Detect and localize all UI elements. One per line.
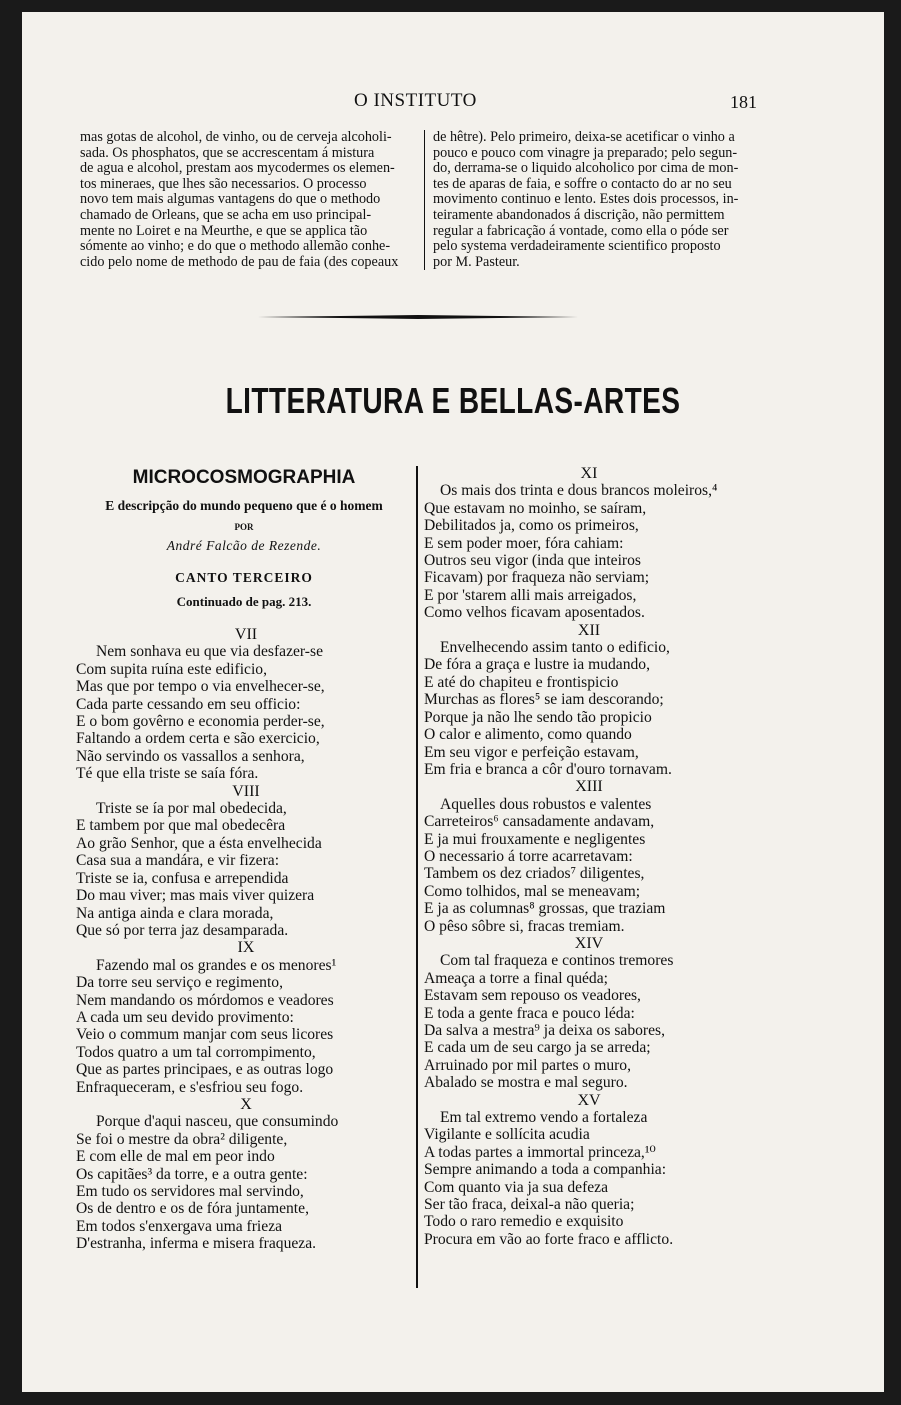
verse-line: Ser tão fraca, deixal-a não queria; xyxy=(424,1196,635,1214)
verse-line: Em tal extremo vendo a fortaleza xyxy=(440,1109,648,1127)
prose-column-left xyxy=(80,130,424,270)
verse-line: Arruinado por mil partes o muro, xyxy=(424,1056,632,1074)
verse-line: E por 'starem alli mais arreigados, xyxy=(424,586,637,604)
stanza-number: XIV xyxy=(574,934,604,952)
stanza-number: X xyxy=(240,1095,252,1113)
text-line: chamado de Orleans, que se acha em uso principal- xyxy=(80,207,372,223)
text-line: mente no Loiret e na Meurthe, e que se applica tão xyxy=(80,223,368,239)
verse-line: Na antiga ainda e clara morada, xyxy=(76,904,274,922)
text-line: por M. Pasteur. xyxy=(433,254,520,270)
stanza-number: XI xyxy=(580,465,598,482)
column-divider xyxy=(416,466,418,1288)
verse-line: Todo o raro remedio e exquisito xyxy=(424,1213,624,1231)
verse-line: Mas que por tempo o via envelhecer-se, xyxy=(76,678,325,696)
verse-line: Casa sua a mandára, e vir fizera: xyxy=(76,852,280,870)
stanza-number: IX xyxy=(237,939,255,957)
verse-line: Os mais dos trinta e dous brancos moleiros,⁴ xyxy=(440,482,718,500)
verse-line: Com tal fraqueza e continos tremores xyxy=(440,952,674,970)
verse-line: Que só por terra jaz desamparada. xyxy=(76,921,289,939)
verse-line: De fóra a graça e lustre ia mudando, xyxy=(424,656,651,674)
verse-line: E toda a gente fraca e pouco léda: xyxy=(424,1004,635,1022)
verse-line: Té que ella triste se saía fóra. xyxy=(76,765,259,783)
verse-line: Debilitados ja, como os primeiros, xyxy=(424,517,639,535)
author-name: André Falcão de Rezende. xyxy=(166,538,322,553)
text-line: regular a fabricação á vontade, como ella o póde ser xyxy=(433,223,729,239)
verse-line: Com supita ruína este edificio, xyxy=(76,660,267,678)
verse-line: E ja mui frouxamente e negligentes xyxy=(424,830,646,848)
verse-line: Porque d'aqui nasceu, que consumindo xyxy=(96,1113,339,1131)
stanza-number: VIII xyxy=(232,782,260,800)
verse-line: Os capitães³ da torre, e a outra gente: xyxy=(76,1165,308,1183)
verse-line: Não servindo os vassallos a senhora, xyxy=(76,747,305,765)
verse-line: Todos quatro a um tal corrompimento, xyxy=(76,1043,316,1061)
verse-line: Como velhos ficavam aposentados. xyxy=(424,604,645,622)
verse-line: Em fria e branca a côr d'ouro tornavam. xyxy=(424,760,672,778)
verse-line: Vigilante e sollícita acudia xyxy=(424,1126,590,1144)
verse-line: E até do chapiteu e frontispicio xyxy=(424,673,619,691)
verse-line: E cada um de seu cargo ja se arreda; xyxy=(424,1039,651,1057)
work-title: MICROCOSMOGRAPHIA xyxy=(132,467,356,488)
verse-line: Procura em vão ao forte fraco e afflicto. xyxy=(424,1230,674,1248)
continued-note: Continuado de pag. 213. xyxy=(176,594,312,609)
text-line: de agua e alcohol, prestam aos mycodermes os elemen- xyxy=(80,161,395,177)
verse-line: Como tolhidos, mal se meneavam; xyxy=(424,882,641,900)
verse-line: Com quanto via ja sua defeza xyxy=(424,1178,609,1196)
text-line: de hêtre). Pelo primeiro, deixa-se acetificar o vinho a xyxy=(433,130,735,145)
text-line: cido pelo nome de methodo de pau de faia (des copeaux xyxy=(80,254,399,270)
verse-line: Tambem os dez criados⁷ diligentes, xyxy=(424,865,645,883)
text-line: do, derrama-se o liquido alcoholico por cima de mon- xyxy=(433,161,739,177)
verse-line: Que as partes principaes, e as outras logo xyxy=(76,1061,334,1079)
stanza-number: VII xyxy=(234,626,258,643)
text-line: novo tem mais algumas vantagens do que o methodo xyxy=(80,192,381,208)
text-line: tes de aparas de faia, e soffre o contacto do ar no seu xyxy=(433,176,732,192)
verse-line: Veio o commum manjar com seus licores xyxy=(76,1026,334,1044)
verse-line: Ao grão Senhor, que a ésta envelhecida xyxy=(76,834,322,852)
verse-line: Estavam sem repouso os veadores, xyxy=(424,987,641,1005)
verse-line: Em seu vigor e perfeição estavam, xyxy=(424,743,639,761)
verse-line: Envelhecendo assim tanto o edificio, xyxy=(440,639,670,657)
stanza-number: XIII xyxy=(575,778,603,796)
verse-line: E o bom govêrno e economia perder-se, xyxy=(76,713,325,731)
verse-line: Sempre animando a toda a companhia: xyxy=(424,1161,667,1179)
verse-line: Ficavam) por fraqueza não serviam; xyxy=(424,569,650,587)
verse-line: O pêso sôbre si, fracas tremiam. xyxy=(424,917,625,935)
text-line: pouco e pouco com vinagre ja preparado; pelo segun- xyxy=(433,145,738,161)
verse-line: Fazendo mal os grandes e os menores¹ xyxy=(96,956,337,974)
work-subtitle: E descripção do mundo pequeno que é o homem xyxy=(105,498,383,513)
verse-line: Outros seu vigor (inda que inteiros xyxy=(424,552,641,570)
verse-line: Abalado se mostra e mal seguro. xyxy=(424,1074,628,1092)
verse-line: Ameaça a torre a final quéda; xyxy=(424,969,608,987)
verse-line: O calor e alimento, como quando xyxy=(424,726,632,744)
verse-line: A cada um seu devido provimento: xyxy=(76,1008,294,1026)
verse-line: Do mau viver; mas mais viver quizera xyxy=(76,887,315,905)
verse-line: D'estranha, inferma e misera fraqueza. xyxy=(76,1235,317,1253)
text-line: sada. Os phosphatos, que se accrescentam á mistura xyxy=(80,145,375,161)
running-header: O INSTITUTO xyxy=(354,90,477,111)
prose-column-right xyxy=(424,130,763,270)
verse-line: Murchas as flores⁵ se iam descorando; xyxy=(424,691,664,709)
verse-line: A todas partes a immortal princeza,¹⁰ xyxy=(424,1143,656,1161)
verse-line: Enfraqueceram, e s'esfriou seu fogo. xyxy=(76,1078,304,1096)
verse-line: E tambem por que mal obedecêra xyxy=(76,817,286,835)
text-line: pelo systema verdadeiramente scientifico proposto xyxy=(433,239,721,255)
verse-line: Em tudo os servidores mal servindo, xyxy=(76,1183,304,1200)
section-heading: LITTERATURA E BELLAS-ARTES xyxy=(225,380,681,421)
section-separator-rule xyxy=(258,315,578,319)
text-line: movimento continuo e lento. Estes dois processos, in- xyxy=(433,192,739,208)
verse-line: Aquelles dous robustos e valentes xyxy=(440,795,652,813)
text-line: sómente ao vinho; e do que o methodo allemão conhe- xyxy=(80,239,391,255)
stanza-number: XV xyxy=(577,1091,601,1109)
canto-heading: CANTO TERCEIRO xyxy=(175,570,313,585)
verse-line: Em todos s'enxergava uma frieza xyxy=(76,1217,283,1235)
verse-line: Os de dentro e os de fóra juntamente, xyxy=(76,1200,309,1218)
verse-line: O necessario á torre acarretavam: xyxy=(424,847,633,865)
verse-line: Da salva a mestra⁹ ja deixa os sabores, xyxy=(424,1022,665,1039)
verse-line: Cada parte cessando em seu officio: xyxy=(76,695,301,713)
verse-line: E com elle de mal em peor indo xyxy=(76,1148,275,1166)
verse-line: Porque ja não lhe sendo tão propicio xyxy=(424,708,652,726)
verse-line: E sem poder moer, fóra cahiam: xyxy=(424,534,624,552)
verse-line: Triste se ía por mal obedecida, xyxy=(96,800,287,818)
stanza-number: XII xyxy=(577,621,601,639)
verse-line: Nem mandando os mórdomos e veadores xyxy=(76,991,334,1009)
verse-line: E ja as columnas⁸ grossas, que traziam xyxy=(424,900,666,918)
text-line: tos mineraes, que lhes são necessarios. O processo xyxy=(80,176,367,192)
by-label: POR xyxy=(234,522,254,532)
page-number: 181 xyxy=(730,92,757,112)
poem-column-left xyxy=(76,626,416,1253)
verse-line: Nem sonhava eu que via desfazer-se xyxy=(96,643,323,661)
verse-line: Carreteiros⁶ cansadamente andavam, xyxy=(424,813,655,831)
verse-line: Se foi o mestre da obra² diligente, xyxy=(76,1130,288,1148)
verse-line: Da torre seu serviço e regimento, xyxy=(76,974,283,992)
text-line: mas gotas de alcohol, de vinho, ou de cerveja alcoholi- xyxy=(80,130,392,145)
text-line: teiramente abandonados á discrição, não permittem xyxy=(433,207,725,223)
scanned-page xyxy=(22,12,884,1392)
verse-line: Que estavam no moinho, se saíram, xyxy=(424,499,647,517)
verse-line: Faltando a ordem certa e são exercicio, xyxy=(76,730,320,748)
verse-line: Triste se ia, confusa e arrependida xyxy=(76,869,289,887)
poem-column-right xyxy=(424,465,754,1248)
